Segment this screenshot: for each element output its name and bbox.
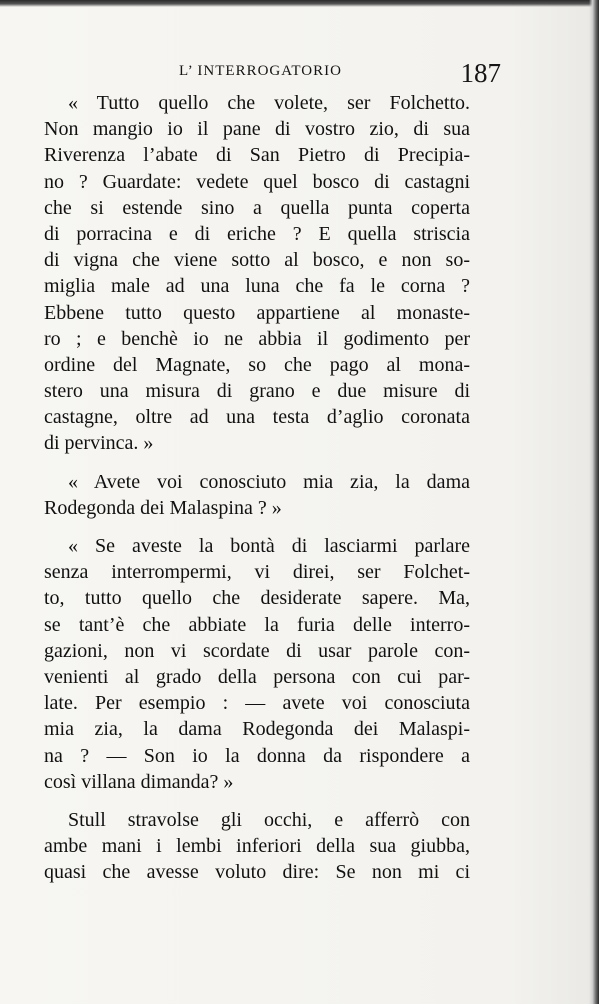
text-line: che si estende sino a quella punta coperta xyxy=(44,196,470,219)
text-line: Riverenza l’abate di San Pietro di Precipia- xyxy=(44,144,470,167)
text-line: venienti al grado della persona con cui par- xyxy=(44,665,470,688)
text-line: miglia male ad una luna che fa le corna ? xyxy=(44,275,470,298)
page-right-edge xyxy=(589,0,599,1004)
text-line: gazioni, non vi scordate di usar parole con- xyxy=(44,639,470,662)
text-line: Non mangio io il pane di vostro zio, di sua xyxy=(44,118,470,141)
text-line: no ? Guardate: vedete quel bosco di castagni xyxy=(44,170,470,193)
text-line: na ? — Son io la donna da rispondere a xyxy=(44,744,470,767)
paragraph-gap xyxy=(44,457,470,469)
text-line: così villana dimanda? » xyxy=(44,770,234,793)
text-line: to, tutto quello che desiderate sapere. Ma, xyxy=(44,587,470,610)
text-line: ro ; e benchè io ne abbia il godimento per xyxy=(44,327,470,350)
text-line: mia zia, la dama Rodegonda dei Malaspi- xyxy=(44,718,470,741)
text-line: di pervinca. » xyxy=(44,432,154,455)
text-line: ordine del Magnate, so che pago al mona- xyxy=(44,353,470,376)
text-line: di porracina e di eriche ? E quella striscia xyxy=(44,222,470,245)
text-line: « Avete voi conosciuto mia zia, la dama xyxy=(68,470,470,493)
text-line: ambe mani i lembi inferiori della sua giubba, xyxy=(44,835,470,858)
page-header xyxy=(44,58,501,94)
text-line: senza interrompermi, vi direi, ser Folchet- xyxy=(44,561,470,584)
text-line: stero una misura di grano e due misure di xyxy=(44,380,470,403)
text-line: late. Per esempio : — avete voi conosciuta xyxy=(44,692,470,715)
text-line: di vigna che viene sotto al bosco, e non so- xyxy=(44,249,470,272)
text-line: Rodegonda dei Malaspina ? » xyxy=(44,496,282,519)
text-line: Stull stravolse gli occhi, e afferrò con xyxy=(68,808,470,831)
running-title: L’ INTERROGATORIO xyxy=(179,63,342,79)
text-line: « Se aveste la bontà di lasciarmi parlare xyxy=(68,535,470,557)
text-line: castagne, oltre ad una testa d’aglio coronata xyxy=(44,406,470,429)
body-text xyxy=(44,90,470,885)
text-line: Ebbene tutto questo appartiene al monaste- xyxy=(44,301,470,324)
page-number: 187 xyxy=(460,58,501,88)
paragraph-gap xyxy=(44,521,470,533)
text-line: se tant’è che abbiate la furia delle interro- xyxy=(44,613,470,636)
text-line: « Tutto quello che volete, ser Folchetto. xyxy=(68,92,470,114)
text-line: quasi che avesse voluto dire: Se non mi ci xyxy=(44,861,470,884)
paragraph-gap xyxy=(44,795,470,807)
page-top-edge xyxy=(0,0,599,7)
